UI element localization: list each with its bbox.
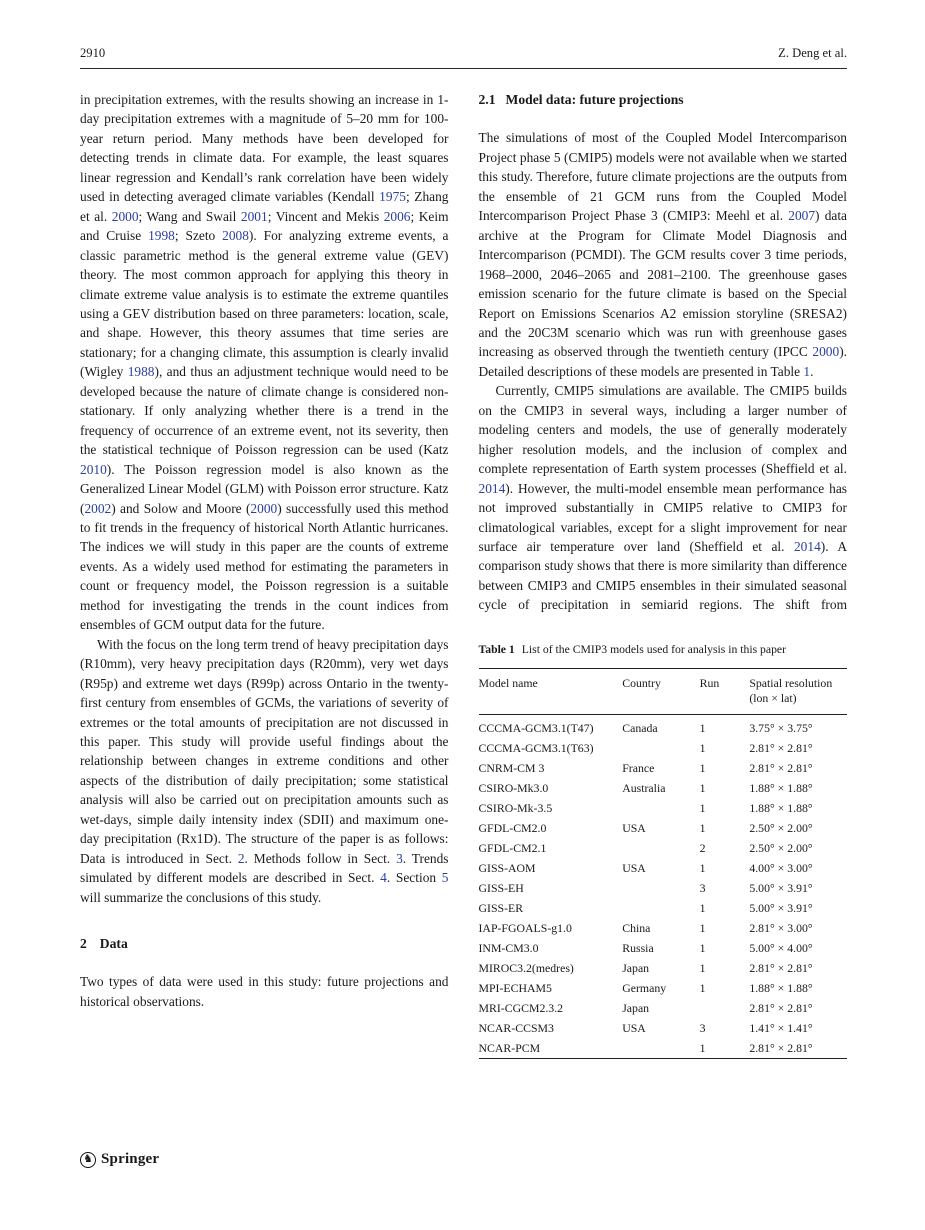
citation-link[interactable]: 2001: [240, 208, 268, 224]
paragraph: The simulations of most of the Coupled Model Intercomparison Project phase 5 (CMIP5) models were not available when we started this study. Therefore, future climate projections are the outputs from the ensemble of 21 GCM runs from the Coupled Model Intercomparison Project Phase 3 (CMIP3: Meehl et al. 2007) data archive at the Program for Climate Model Diagnosis and Intercomparison (PCMDI). The GCM results cover 3 time periods, 1968–2000, 2046–2065 and 2081–2100. The greenhouse gases emission scenario for the future climate is based on the Special Report on Emissions Scenarios A2 emission storyline (SRESA2) and the 20C3M scenario which was run with greenhouse gases increasing as observed through the twentieth century (IPCC 2000). Detailed descriptions of these models are presented in Table 1.: [478, 130, 847, 379]
paragraph: With the focus on the long term trend of heavy precipitation days (R10mm), very heavy precipitation days (R20mm), very wet days (R95p) and extreme wet days (R99p) across Ontario in the twenty-first century from ensembles of GCMs, the variations of severity of extremes or the total amounts of precipitation are not discussed in this paper. This study will provide useful findings about the relationship between changes in extreme conditions and other aspects of the distribution of daily precipitation; some statistical analysis will also be carried out on precipitation amounts such as wet-days, simple daily intensity index (SDII) and maximum one-day precipitation (Rx1D). The structure of the paper is as follows: Data is introduced in Sect. 2. Methods follow in Sect. 3. Trends simulated by different models are described in Sect. 4. Section 5 will summarize the conclusions of this study.: [80, 636, 449, 905]
page-footer: [80, 1149, 159, 1168]
table-cell: INM-CM3.0: [478, 940, 539, 955]
table-row: [479, 778, 848, 798]
table-row: [479, 738, 848, 758]
table-cell: USA: [622, 860, 646, 875]
table-1-block: [479, 642, 848, 1059]
table-cell: 2.81° × 2.81°: [749, 760, 813, 775]
table-row: [479, 818, 848, 838]
citation-link[interactable]: 5: [441, 870, 449, 886]
paragraph: Currently, CMIP5 simulations are available. The CMIP5 builds on the CMIP3 in several ways, including a larger number of modeling centers and models, the use of generally moderately higher resolution models, and the inclusion of complex and complete representation of Earth system processes (Sheffield et al. 2014). However, the multi-model ensemble mean performance has not improved substantially in CMIP5 relative to CMIP3 for climatological variables, except for a slight improvement for near surface air temperature over land (Sheffield et al. 2014). A comparison study shows that there is more similarity than difference between CMIP3 and CMIP5 ensembles in their simulated seasonal cycle of precipitation in semiarid regions. The shift from: [478, 383, 847, 613]
paragraph: Two types of data were used in this study: future projections and historical observations.: [80, 974, 449, 1009]
table-cell: Canada: [622, 720, 658, 735]
table-cell: 2.81° × 2.81°: [749, 1040, 813, 1055]
citation-link[interactable]: 3: [396, 850, 403, 866]
table-cell: 4.00° × 3.00°: [749, 860, 813, 875]
table-cell: CSIRO-Mk-3.5: [478, 800, 553, 815]
table-cell: 2: [699, 840, 706, 855]
table-cell: GFDL-CM2.1: [478, 840, 547, 855]
citation-link[interactable]: 2014: [793, 538, 821, 554]
table-cell: USA: [622, 1020, 646, 1035]
table-cell: CSIRO-Mk3.0: [478, 780, 549, 795]
table-cell: GFDL-CM2.0: [478, 820, 547, 835]
table-cell: NCAR-CCSM3: [478, 1020, 554, 1035]
table-cell: GISS-EH: [478, 880, 524, 895]
table-caption-text: List of the CMIP3 models used for analysis in this paper: [521, 642, 787, 656]
table-row: [479, 838, 848, 858]
table-cell: 1.88° × 1.88°: [749, 780, 813, 795]
table-row: [479, 758, 848, 778]
table-cell: Russia: [622, 940, 654, 955]
table-cell: 1: [699, 800, 706, 815]
running-head: Z. Deng et al.: [778, 46, 847, 60]
table-cell: [622, 898, 699, 918]
table-cell: Germany: [622, 980, 667, 995]
table-cell: 1: [699, 820, 706, 835]
table-cell: 3: [699, 880, 706, 895]
table-cell: [700, 998, 750, 1018]
table-header-row: [479, 669, 848, 715]
table-cell: 1: [699, 1040, 706, 1055]
table-cell: 5.00° × 4.00°: [749, 940, 813, 955]
table-cell: 1.88° × 1.88°: [749, 980, 813, 995]
left-column: [80, 90, 449, 1059]
two-column-body: [80, 90, 847, 1059]
table-cell: 2.50° × 2.00°: [749, 820, 813, 835]
table-cell: [622, 1038, 699, 1058]
table-cell: 2.81° × 3.00°: [749, 920, 813, 935]
table-cell: 2.81° × 2.81°: [749, 1000, 813, 1015]
citation-link[interactable]: 2: [237, 850, 245, 866]
springer-knight-icon: ♞: [80, 1152, 96, 1168]
table-cell: 1: [699, 920, 706, 935]
table-cell: 3: [699, 1020, 706, 1035]
table-cell: 5.00° × 3.91°: [749, 880, 813, 895]
citation-link[interactable]: 2000: [250, 500, 278, 516]
subsection-heading-model-data: [479, 90, 848, 109]
table-cell: MIROC3.2(medres): [478, 960, 574, 975]
cmip3-models-table: [479, 668, 848, 1059]
table-cell: 2.81° × 2.81°: [749, 960, 813, 975]
table-cell: 1: [699, 940, 706, 955]
table-cell: 1: [699, 720, 706, 735]
table-cell: CCCMA-GCM3.1(T63): [478, 740, 594, 755]
table-cell: CNRM-CM 3: [478, 760, 545, 775]
table-cell: GISS-AOM: [478, 860, 536, 875]
table-row: [479, 918, 848, 938]
subsection-number: 2.1: [478, 92, 496, 107]
table-cell: USA: [622, 820, 646, 835]
table-cell: MPI-ECHAM5: [478, 980, 552, 995]
citation-link[interactable]: 2008: [222, 228, 249, 244]
citation-link[interactable]: 2000: [812, 344, 840, 360]
section-number: 2: [80, 936, 87, 952]
table-cell: 1: [699, 760, 706, 775]
table-cell: [622, 738, 699, 758]
table-caption: [479, 642, 848, 658]
paragraph: in precipitation extremes, with the results showing an increase in 1-day precipitation extremes with a magnitude of 5–20 mm for 100-year return period. Many methods have been developed for detecting trends in climate data. For example, the least squares linear regression and Kendall’s rank correlation have been widely used in detecting averaged climate variables (Kendall 1975; Zhang et al. 2000; Wang and Swail 2001; Vincent and Mekis 2006; Keim and Cruise 1998; Szeto 2008). For analyzing extreme events, a classic parametric method is the general extreme value (GEV) theory. The most common approach for applying this theory in climate extreme value analysis is to estimate the extreme quantiles using a GEV distribution based on three parameters: location, scale, and shape. However, this theory assumes that time series are stationary; for a changing climate, this assumption is clearly invalid (Wigley 1988), and thus an adjustment technique would need to be developed because the nature of climate change is considered non-stationary. If only analyzing whether there is a trend in the frequency of occurrence of an extreme event, not its severity, then the statistical technique of Poisson regression can be used (Katz 2010). The Poisson regression model is also known as the Generalized Linear Model (GLM) with Poisson error structure. Katz (2002) and Solow and Moore (2000) successfully used this method to fit trends in the frequency of historical North Atlantic hurricanes. The indices we will study in this paper are the counts of extreme events. As a widely used method for estimating the parameters in count or frequency model, the Poisson regression is a suitable method for investigating the trends in the count indices from ensembles of GCM output data for the future.: [80, 92, 449, 633]
table-cell: 1: [699, 860, 706, 875]
section-heading-data: [80, 934, 449, 953]
citation-link[interactable]: 1998: [148, 228, 175, 244]
table-row: [479, 938, 848, 958]
citation-link[interactable]: 2014: [478, 480, 506, 496]
table-header-cell: Country: [622, 669, 699, 715]
table-cell: 2.81° × 2.81°: [749, 740, 813, 755]
table-cell: France: [622, 760, 655, 775]
table-cell: GISS-ER: [478, 900, 524, 915]
table-header-cell: Run: [700, 669, 750, 715]
citation-link[interactable]: 2007: [788, 208, 816, 224]
table-cell: IAP-FGOALS-g1.0: [478, 920, 572, 935]
table-cell: 1: [699, 780, 706, 795]
table-cell: [622, 878, 699, 898]
table-cell: 1: [699, 900, 706, 915]
table-cell: 1.41° × 1.41°: [749, 1020, 813, 1035]
table-cell: Japan: [622, 960, 650, 975]
table-cell: China: [622, 920, 651, 935]
table-cell: Australia: [622, 780, 666, 795]
table-cell: 2.50° × 2.00°: [749, 840, 813, 855]
table-row: [479, 898, 848, 918]
table-cell: Japan: [622, 1000, 650, 1015]
table-header-cell: Spatial resolution (lon × lat): [749, 669, 847, 715]
springer-logo: [80, 1151, 159, 1168]
citation-link[interactable]: 2010: [80, 461, 107, 477]
table-row: [479, 714, 848, 738]
table-header-cell: Model name: [479, 669, 623, 715]
table-row: [479, 998, 848, 1018]
table-cell: MRI-CGCM2.3.2: [478, 1000, 564, 1015]
table-row: [479, 1018, 848, 1038]
table-cell: CCCMA-GCM3.1(T47): [478, 720, 594, 735]
table-row: [479, 798, 848, 818]
table-row: [479, 858, 848, 878]
right-paragraphs: [479, 128, 848, 614]
citation-link[interactable]: 1: [803, 363, 811, 379]
table-cell: 1: [699, 960, 706, 975]
table-cell: [622, 798, 699, 818]
citation-link[interactable]: 2002: [84, 500, 112, 516]
citation-link[interactable]: 1988: [127, 364, 155, 380]
table-row: [479, 878, 848, 898]
citation-link[interactable]: 1975: [379, 189, 406, 205]
right-column: [479, 90, 848, 1059]
table-cell: 3.75° × 3.75°: [749, 720, 813, 735]
page-number: 2910: [80, 46, 106, 60]
section-data-paragraphs: [80, 972, 449, 1011]
citation-link[interactable]: 2006: [383, 208, 411, 224]
subsection-title: Model data: future projections: [505, 92, 684, 107]
citation-link[interactable]: 2000: [111, 208, 139, 224]
table-cell: 1: [699, 980, 706, 995]
left-paragraphs: [80, 90, 449, 907]
citation-link[interactable]: 4: [380, 870, 387, 886]
table-row: [479, 978, 848, 998]
springer-logo-text: Springer: [101, 1151, 160, 1167]
table-cell: [622, 838, 699, 858]
table-cell: 5.00° × 3.91°: [749, 900, 813, 915]
table-cell: NCAR-PCM: [478, 1040, 541, 1055]
table-caption-label: Table 1: [478, 642, 515, 656]
table-cell: 1: [699, 740, 706, 755]
table-row: [479, 958, 848, 978]
running-header: [80, 46, 847, 69]
cmip3-models-table-container: [479, 668, 848, 1059]
section-title: Data: [99, 936, 128, 952]
table-cell: 1.88° × 1.88°: [749, 800, 813, 815]
table-row: [479, 1038, 848, 1058]
